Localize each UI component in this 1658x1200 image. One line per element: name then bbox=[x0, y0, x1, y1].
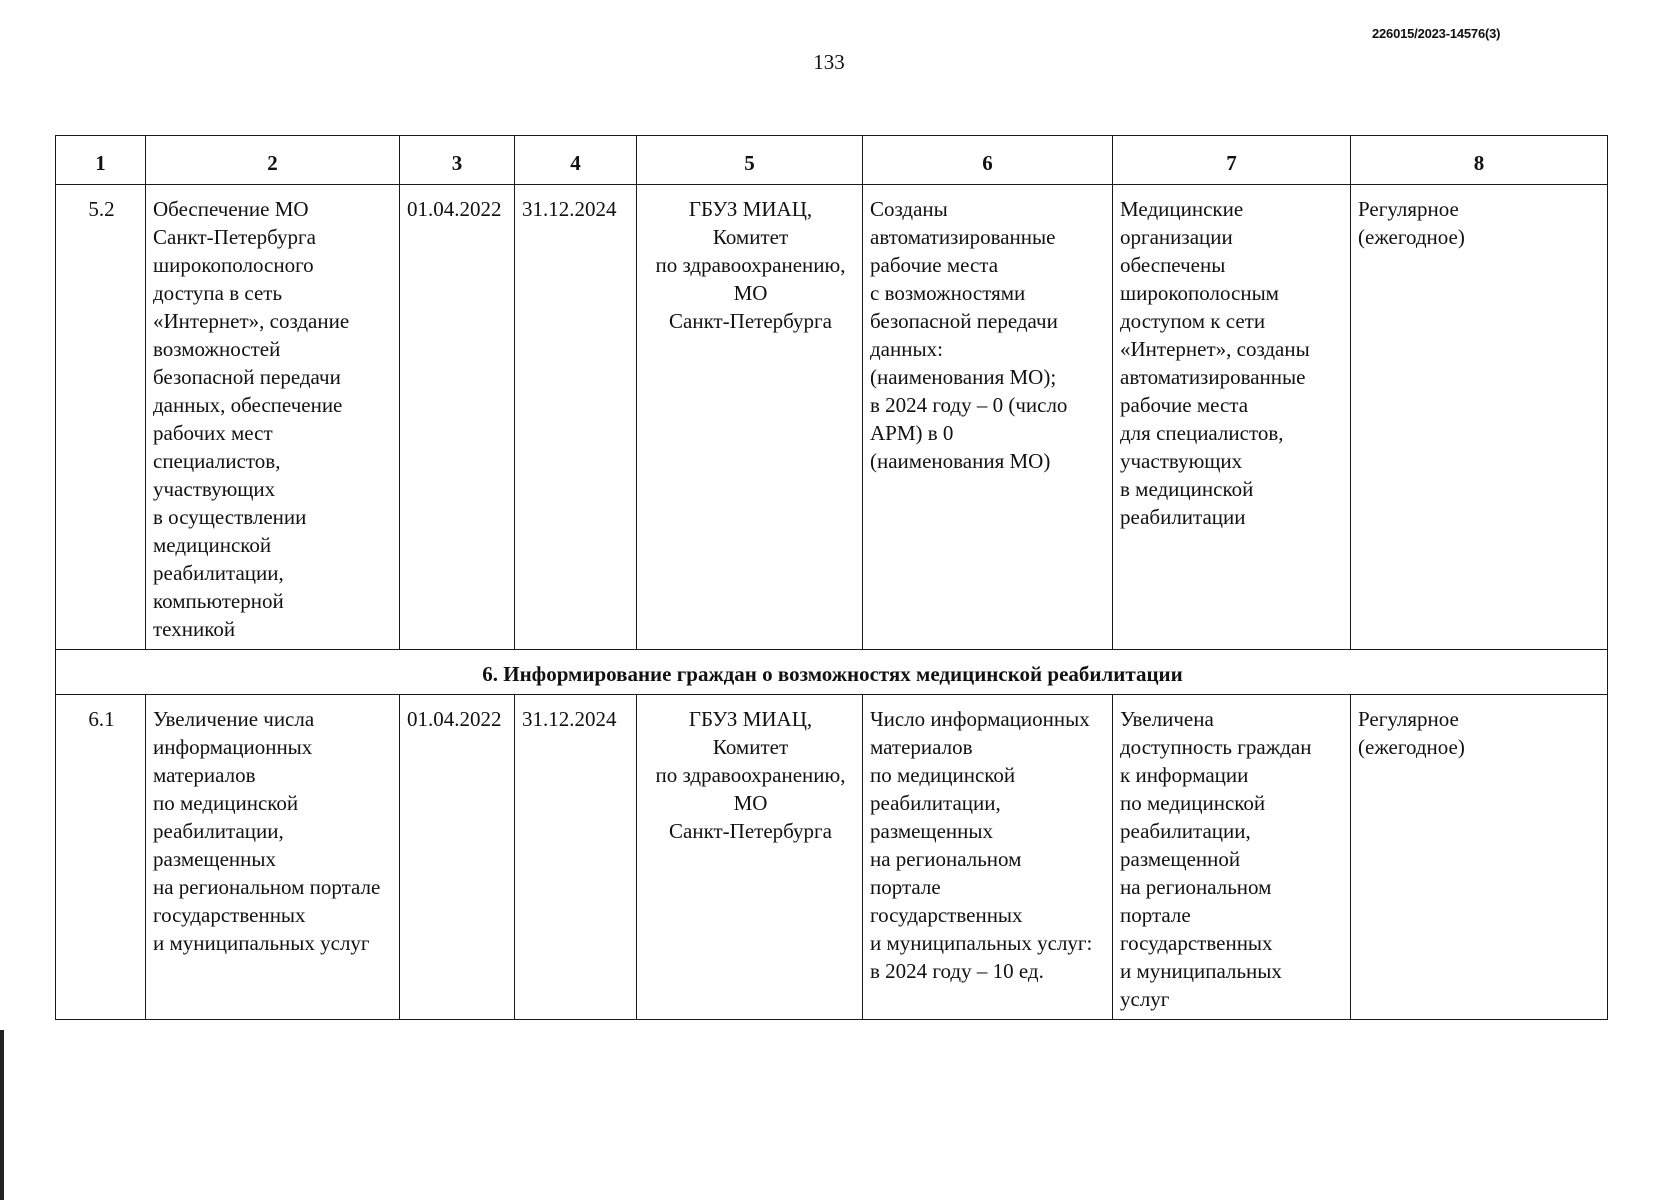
header-col-2: 2 bbox=[146, 136, 400, 185]
measure-description: Увеличение числа информационных материалов по медицинской реабилитации, размещенных на региональном портале государственных и муниципальных услуг bbox=[146, 695, 400, 1020]
expected-result: Медицинские организации обеспечены широкополосным доступом к сети «Интернет», созданы автоматизированные рабочие места для специалистов, участвующих в медицинской реабилитации bbox=[1113, 185, 1351, 650]
start-date: 01.04.2022 bbox=[400, 185, 515, 650]
header-col-7: 7 bbox=[1113, 136, 1351, 185]
measure-description: Обеспечение МО Санкт-Петербурга широкополосного доступа в сеть «Интернет», создание возможностей безопасной передачи данных, обеспечение рабочих мест специалистов, участвующих в осуществлении медицинской реабилитации, компьютерной техникой bbox=[146, 185, 400, 650]
header-col-8: 8 bbox=[1351, 136, 1608, 185]
scan-edge-mark bbox=[0, 1030, 4, 1200]
table-header-row bbox=[56, 136, 1608, 185]
expected-result: Увеличена доступность граждан к информации по медицинской реабилитации, размещенной на региональном портале государственных и муниципальных услуг bbox=[1113, 695, 1351, 1020]
header-col-5: 5 bbox=[637, 136, 863, 185]
header-col-3: 3 bbox=[400, 136, 515, 185]
section-title: 6. Информирование граждан о возможностях медицинской реабилитации bbox=[56, 650, 1608, 695]
indicator: Число информационных материалов по медицинской реабилитации, размещенных на региональном портале государственных и муниципальных услуг: в 2024 году – 10 ед. bbox=[863, 695, 1113, 1020]
responsible-executor: ГБУЗ МИАЦ, Комитет по здравоохранению, МО Санкт-Петербурга bbox=[637, 185, 863, 650]
document-id: 226015/2023-14576(3) bbox=[1372, 26, 1501, 41]
end-date: 31.12.2024 bbox=[515, 695, 637, 1020]
table-row bbox=[56, 185, 1608, 650]
indicator: Созданы автоматизированные рабочие места с возможностями безопасной передачи данных: (наименования МО); в 2024 году – 0 (число АРМ) в 0 (наименования МО) bbox=[863, 185, 1113, 650]
section-row bbox=[56, 650, 1608, 695]
responsible-executor: ГБУЗ МИАЦ, Комитет по здравоохранению, МО Санкт-Петербурга bbox=[637, 695, 863, 1020]
row-number: 6.1 bbox=[56, 695, 146, 1020]
frequency: Регулярное (ежегодное) bbox=[1351, 695, 1608, 1020]
start-date: 01.04.2022 bbox=[400, 695, 515, 1020]
header-col-6: 6 bbox=[863, 136, 1113, 185]
header-col-4: 4 bbox=[515, 136, 637, 185]
frequency: Регулярное (ежегодное) bbox=[1351, 185, 1608, 650]
table-row bbox=[56, 695, 1608, 1020]
page-number: 133 bbox=[813, 50, 845, 74]
header-col-1: 1 bbox=[56, 136, 146, 185]
row-number: 5.2 bbox=[56, 185, 146, 650]
end-date: 31.12.2024 bbox=[515, 185, 637, 650]
measures-table bbox=[55, 135, 1608, 1020]
